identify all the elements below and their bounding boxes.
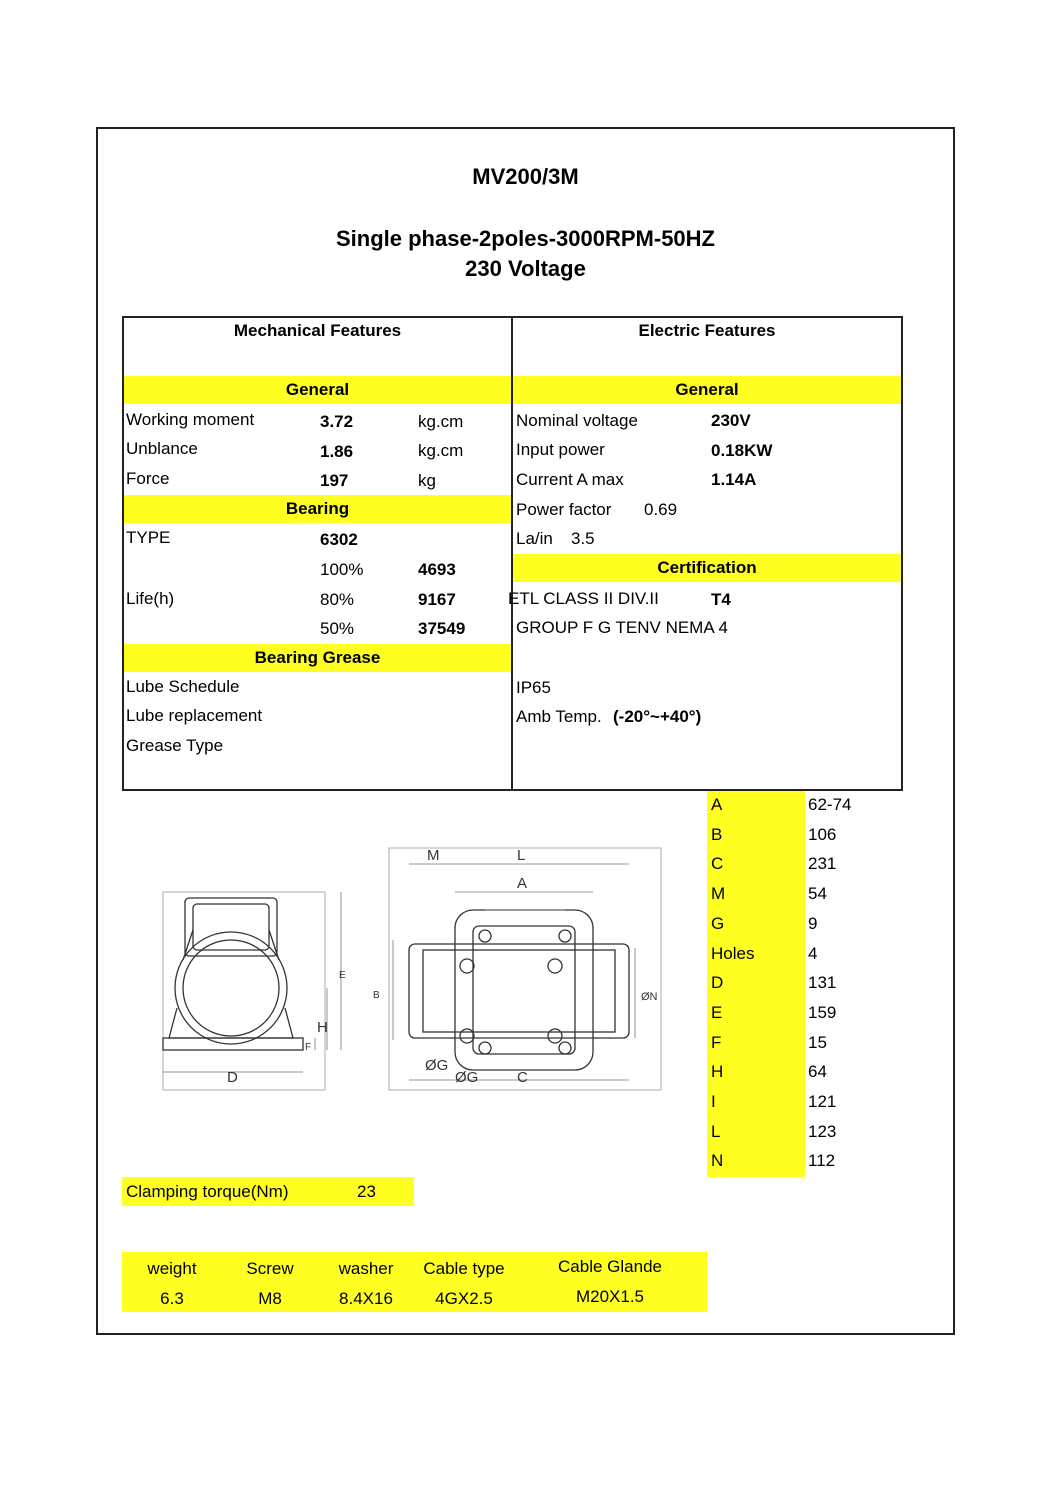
lube-replacement-label: Lube replacement: [126, 706, 263, 725]
type-value: 6302: [320, 530, 358, 549]
subtitle-line2: 230 Voltage: [465, 256, 586, 281]
model-title: MV200/3M: [472, 164, 579, 189]
type-label: TYPE: [126, 528, 171, 547]
clamping-label: Clamping torque(Nm): [126, 1182, 289, 1201]
working-moment-unit: kg.cm: [418, 412, 464, 431]
dimension-value: 231: [808, 854, 837, 874]
dimension-key: I: [711, 1092, 716, 1111]
drawing-label-G2: ØG: [455, 1069, 479, 1086]
unbalance-unit: kg.cm: [418, 441, 464, 460]
drawing-label-F: F: [305, 1042, 312, 1053]
force-value: 197: [320, 471, 349, 490]
lube-schedule-label: Lube Schedule: [126, 677, 240, 696]
dimension-value: 159: [808, 1002, 837, 1022]
bearing-heading: Bearing: [285, 499, 350, 518]
life-pct-50: 50%: [320, 619, 355, 638]
force-label: Force: [126, 469, 170, 488]
dimension-key: M: [711, 884, 726, 904]
dimension-key: B: [711, 824, 723, 844]
life-label: Life(h): [126, 589, 175, 608]
dimension-key: C: [711, 854, 724, 874]
certification-heading: Certification: [657, 558, 757, 577]
drawing-label-B: B: [373, 990, 380, 1001]
drawing-label-L: L: [517, 847, 526, 864]
bottom-header: washer: [338, 1259, 394, 1278]
ip-label: IP65: [516, 678, 551, 697]
dimension-value: 121: [808, 1092, 837, 1111]
force-unit: kg: [418, 471, 436, 490]
etl-label: ETL CLASS II DIV.II: [508, 589, 659, 608]
dimension-value: 4: [808, 943, 818, 963]
drawing-label-G1: ØG: [425, 1057, 449, 1074]
mechanical-heading: Mechanical Features: [233, 321, 402, 340]
drawing-label-H: H: [317, 1019, 328, 1036]
dimension-value: 123: [808, 1121, 837, 1141]
dimension-value: 54: [808, 884, 827, 904]
bottom-value: M20X1.5: [575, 1287, 645, 1306]
working-moment-value: 3.72: [320, 412, 354, 431]
clamping-value: 23: [357, 1182, 376, 1201]
bottom-value: 6.3: [160, 1289, 184, 1308]
drawing-label-C: C: [517, 1069, 528, 1086]
unbalance-label: Unblance: [126, 439, 198, 458]
input-power-value: 0.18KW: [711, 441, 773, 460]
la-in-label: La/in: [516, 529, 553, 548]
bottom-value: M8: [258, 1289, 282, 1308]
side-view: [163, 892, 341, 1090]
subtitle-line1: Single phase-2poles-3000RPM-50HZ: [335, 226, 715, 251]
dimension-key: E: [711, 1002, 723, 1022]
grease-heading: Bearing Grease: [254, 648, 381, 667]
life-hours-100: 4693: [418, 560, 456, 579]
motor-drawing: [155, 840, 675, 1100]
drawing-label-M: M: [427, 847, 440, 864]
dimension-key: D: [711, 973, 724, 993]
dimension-key: N: [711, 1151, 724, 1171]
dimension-key: L: [711, 1121, 721, 1141]
bottom-header: Screw: [246, 1259, 294, 1278]
current-value: 1.14A: [711, 470, 757, 489]
dimension-value: 15: [808, 1032, 827, 1052]
grease-type-label: Grease Type: [126, 736, 224, 755]
amb-temp-value: (-20°~+40°): [613, 707, 702, 726]
bottom-header: Cable type: [423, 1259, 505, 1278]
mech-general-heading: General: [285, 380, 350, 399]
dimension-key: F: [711, 1032, 722, 1052]
dimension-value: 62-74: [808, 795, 852, 814]
bottom-header: weight: [147, 1259, 197, 1278]
group-label: GROUP F G TENV NEMA 4: [516, 618, 728, 637]
drawing-label-D: D: [227, 1069, 238, 1086]
life-pct-100: 100%: [320, 560, 364, 579]
nominal-voltage-value: 230V: [711, 411, 751, 430]
input-power-label: Input power: [516, 440, 605, 459]
drawing-label-A: A: [517, 875, 528, 892]
dimension-value: 64: [808, 1062, 827, 1082]
dimension-value: 106: [808, 824, 837, 844]
bottom-value: 8.4X16: [339, 1289, 393, 1308]
bottom-header: Cable Glande: [558, 1257, 662, 1276]
life-hours-80: 9167: [418, 590, 456, 609]
la-in-value: 3.5: [571, 529, 595, 548]
nominal-voltage-label: Nominal voltage: [516, 411, 638, 430]
working-moment-label: Working moment: [126, 410, 255, 429]
life-hours-50: 37549: [418, 619, 466, 638]
dimension-value: 112: [808, 1151, 836, 1171]
dimension-key: A: [711, 795, 723, 814]
drawing-label-N: ØN: [641, 991, 658, 1003]
elec-general-heading: General: [675, 380, 739, 399]
bottom-value: 4GX2.5: [435, 1289, 493, 1308]
power-factor-label: Power factor: [516, 500, 612, 519]
unbalance-value: 1.86: [320, 442, 354, 461]
dimension-value: 131: [808, 973, 837, 993]
dimension-key: Holes: [711, 943, 755, 963]
current-label: Current A max: [516, 470, 624, 489]
dimension-value: 9: [808, 913, 818, 933]
electric-heading: Electric Features: [638, 321, 776, 340]
dimension-key: H: [711, 1062, 724, 1082]
dimension-key: G: [711, 913, 725, 933]
life-pct-80: 80%: [320, 590, 355, 609]
power-factor-value: 0.69: [644, 500, 678, 519]
amb-temp-label: Amb Temp.: [516, 707, 602, 726]
etl-value: T4: [711, 590, 731, 609]
drawing-label-E: E: [339, 970, 346, 981]
